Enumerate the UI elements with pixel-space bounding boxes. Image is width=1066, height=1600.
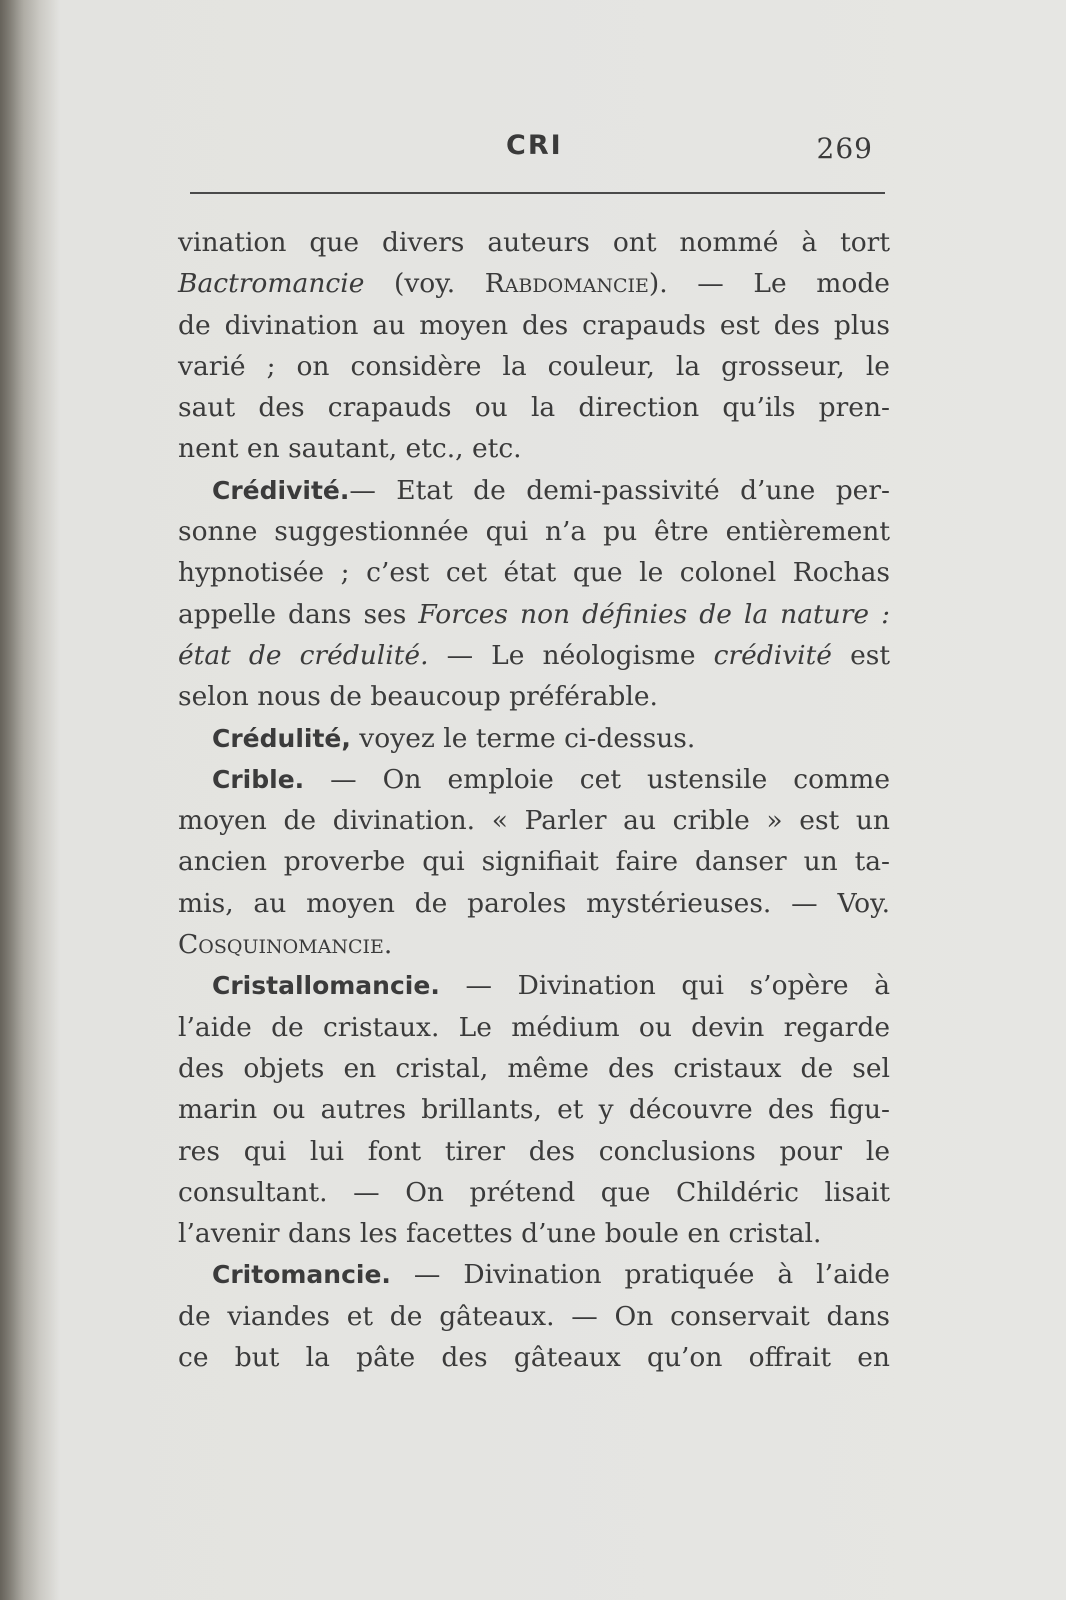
page-header bbox=[190, 128, 885, 168]
text-line: l’aide de cristaux. Le médium ou devin regarde bbox=[178, 1011, 890, 1043]
text-line: ce but la pâte des gâteaux qu’on offrait en bbox=[178, 1342, 890, 1374]
text-line: saut des crapauds ou la direction qu’ils pren- bbox=[178, 392, 890, 424]
text-line: Bactromancie (voy. Rabdomancie). — Le mode bbox=[178, 268, 890, 300]
text-line: res qui lui font tirer des conclusions pour le bbox=[178, 1135, 890, 1167]
running-head: CRI bbox=[506, 130, 563, 161]
text-line: ancien proverbe qui signifiait faire danser un ta- bbox=[178, 846, 890, 878]
text-line: selon nous de beaucoup préférable. bbox=[178, 681, 658, 713]
text-line: de divination au moyen des crapauds est des plus bbox=[178, 309, 890, 341]
text-line: état de crédulité. — Le néologisme crédivité est bbox=[178, 639, 891, 671]
entry-crible: Crible. — On emploie cet ustensile comme bbox=[212, 763, 890, 795]
entry-critomancie: Critomancie. — Divination pratiquée à l’aide bbox=[212, 1259, 890, 1291]
entry-term: Critomancie. bbox=[212, 1260, 391, 1290]
text-line: marin ou autres brillants, et y découvre des figu- bbox=[178, 1094, 890, 1126]
text-line: l’avenir dans les facettes d’une boule en cristal. bbox=[178, 1218, 822, 1250]
cross-reference: Rabdomancie bbox=[484, 268, 649, 300]
text-line bbox=[178, 924, 890, 965]
text-line: hypnotisée ; c’est cet état que le colonel Rochas bbox=[178, 557, 890, 589]
text-line: de viandes et de gâteaux. — On conservait dans bbox=[178, 1300, 890, 1332]
entry-term: Crédivité. bbox=[212, 475, 350, 505]
text-line: nent en sautant, etc., etc. bbox=[178, 433, 522, 465]
entry-credulite: Crédulité, voyez le terme ci-dessus. bbox=[212, 722, 696, 754]
text-line: mis, au moyen de paroles mystérieuses. — Voy. bbox=[178, 887, 890, 919]
text-line: appelle dans ses Forces non définies de la nature : bbox=[178, 598, 891, 630]
text-line: consultant. — On prétend que Childéric lisait bbox=[178, 1176, 890, 1208]
entry-term: Cristallomancie. bbox=[212, 971, 440, 1001]
entry-term: Crédulité, bbox=[212, 723, 351, 753]
page-number: 269 bbox=[816, 132, 873, 165]
text-line: varié ; on considère la couleur, la grosseur, le bbox=[178, 350, 890, 382]
dictionary-text bbox=[178, 222, 890, 1378]
text-line: moyen de divination. « Parler au crible » est un bbox=[178, 805, 890, 837]
entry-cristallomancie: Cristallomancie. — Divination qui s’opère à bbox=[212, 970, 890, 1002]
header-rule bbox=[190, 192, 885, 194]
text-line: vination que divers auteurs ont nommé à tort bbox=[178, 227, 890, 258]
cross-reference: Cosquinomancie. bbox=[178, 929, 393, 961]
term-reference-italic: Bactromancie bbox=[178, 268, 365, 300]
entry-credivite: Crédivité.— Etat de demi-passivité d’une per- bbox=[212, 474, 890, 506]
book-title-italic: Forces non définies de la nature : bbox=[418, 598, 891, 630]
entry-term: Crible. bbox=[212, 764, 305, 794]
text-line: sonne suggestionnée qui n’a pu être entièrement bbox=[178, 516, 890, 548]
text-line: des objets en cristal, même des cristaux de sel bbox=[178, 1052, 890, 1084]
binding-gutter-shadow bbox=[0, 0, 60, 1600]
